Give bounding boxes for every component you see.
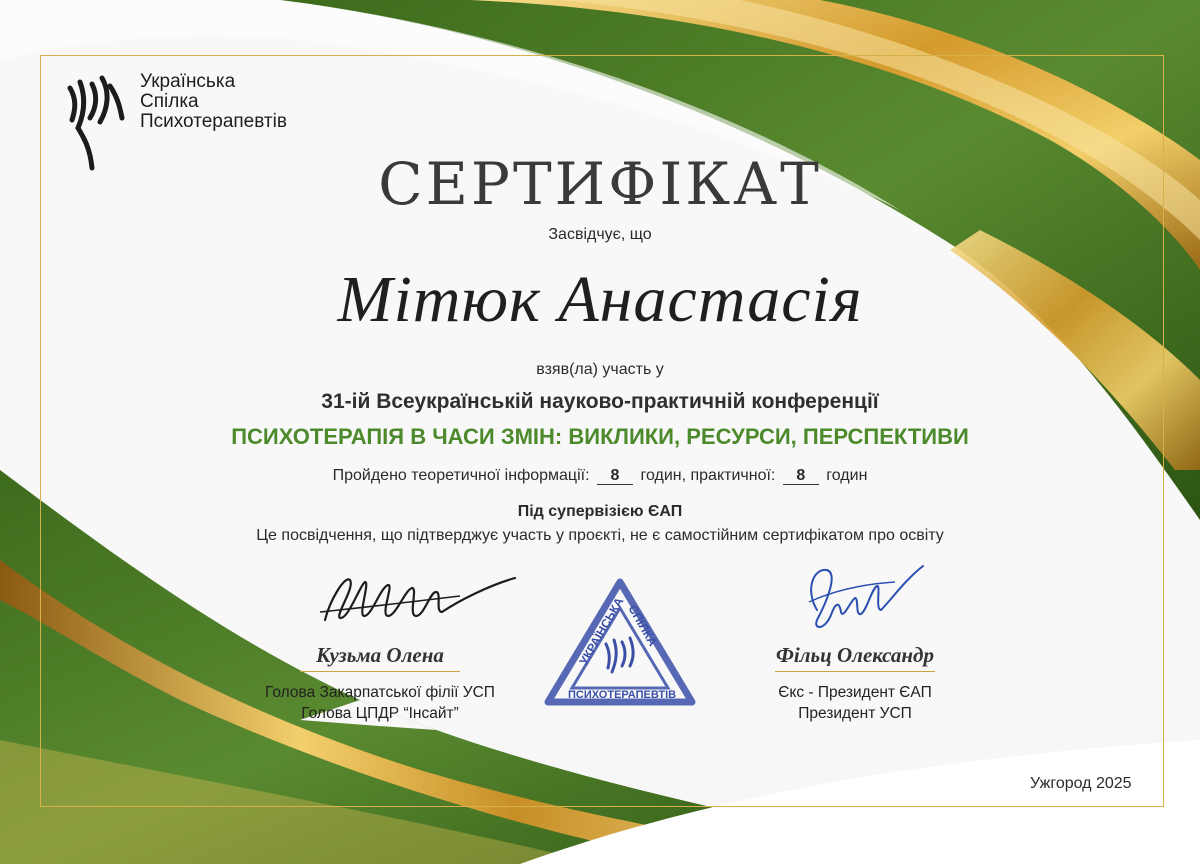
- org-name: [140, 72, 287, 132]
- stamp-triangle-icon: [540, 574, 700, 719]
- signature-left: [230, 560, 530, 724]
- signature-right: [705, 560, 1005, 724]
- stamp-text-left: УКРАЇНСЬКА: [576, 594, 627, 668]
- signature-left-image: [230, 560, 530, 638]
- signature-left-underline: [300, 671, 460, 672]
- signatory-right-role1: Єкс - Президент ЄАП: [778, 684, 932, 701]
- hours-line: [0, 467, 1200, 485]
- signature-right-image: [705, 560, 1005, 638]
- stamp-text-bottom: ПСИХОТЕРАПЕВТІВ: [568, 689, 677, 701]
- signatory-left-role2: Голова ЦПДР “Інсайт”: [301, 705, 459, 722]
- participated-text: взяв(ла) участь у: [536, 361, 664, 378]
- signatory-left-name: Кузьма Олена: [316, 643, 444, 667]
- conference-name: 31-ій Всеукраїнській науково-практичній конференції: [321, 390, 879, 413]
- signatory-right-name: Фільц Олександр: [776, 643, 934, 667]
- signatory-right-role2: Президент УСП: [798, 705, 912, 722]
- stamp-text-right: СПІЛКА: [625, 602, 661, 649]
- theory-label: Пройдено теоретичної інформації:: [332, 467, 590, 484]
- city-year: Ужгород 2025: [1030, 775, 1132, 792]
- practice-hours: 8: [783, 468, 819, 485]
- practice-unit: годин: [826, 467, 868, 484]
- organization-stamp: [540, 574, 700, 719]
- certificate-title: СЕРТИФІКАТ: [378, 150, 822, 218]
- supervision-text: Під супервізією ЄАП: [517, 503, 683, 520]
- theory-unit: годин, практичної:: [640, 467, 776, 484]
- certifies-text: Засвідчує, що: [548, 226, 652, 243]
- signature-right-underline: [775, 671, 935, 672]
- theory-hours: 8: [597, 468, 633, 485]
- org-name-line1: Українська: [140, 71, 236, 92]
- recipient-name: Мітюк Анастасія: [337, 263, 863, 336]
- disclaimer-note: Це посвідчення, що підтверджує участь у проєкті, не є самостійним сертифікатом про освіту: [256, 527, 944, 544]
- org-name-line3: Психотерапевтів: [140, 111, 287, 132]
- org-name-line2: Спілка: [140, 91, 199, 112]
- signatory-left-role1: Голова Закарпатської філії УСП: [265, 684, 495, 701]
- conference-theme: ПСИХОТЕРАПІЯ В ЧАСИ ЗМІН: ВИКЛИКИ, РЕСУРСИ, ПЕРСПЕКТИВИ: [231, 424, 969, 449]
